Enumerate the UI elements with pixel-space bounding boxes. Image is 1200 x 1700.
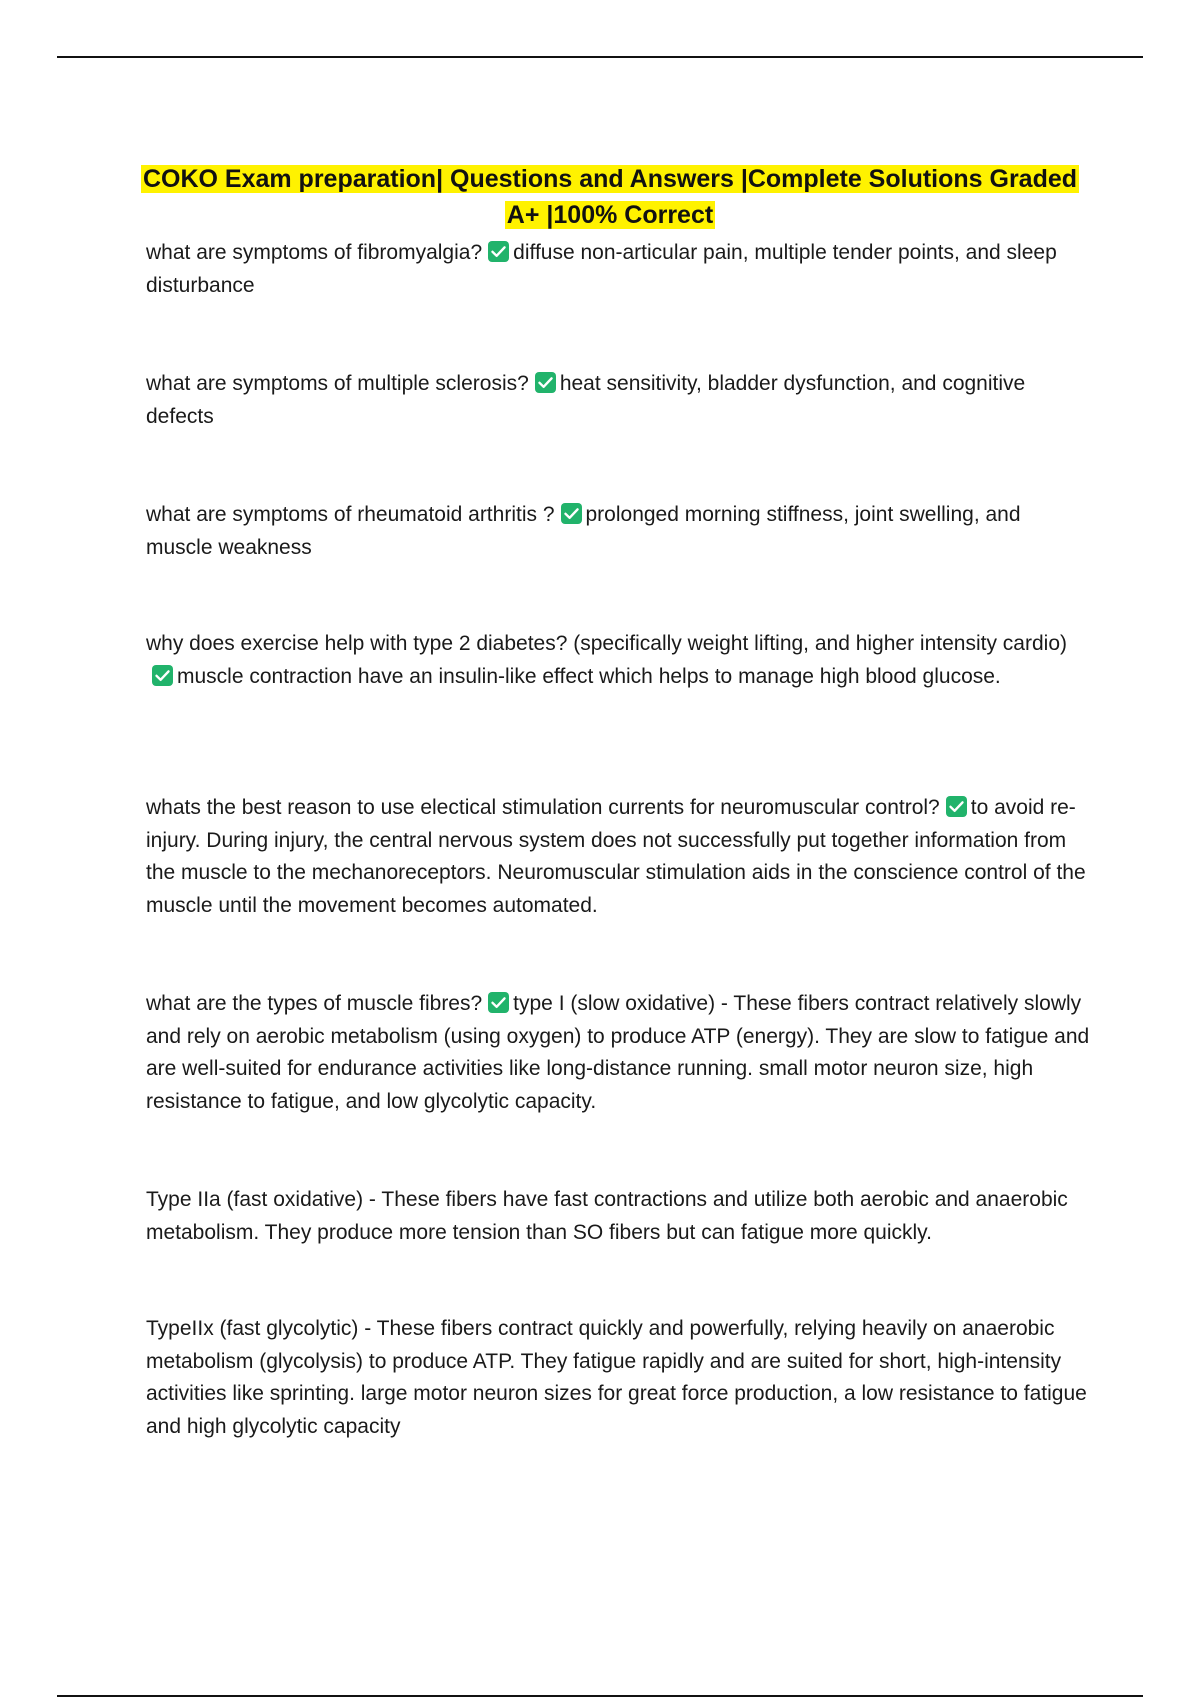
check-mark-icon (946, 796, 967, 817)
qa-entry (146, 499, 1091, 564)
qa-entry (146, 237, 1091, 302)
answer-text: diffuse non-articular pain, multiple tender points, and sleep disturbance (146, 241, 1057, 297)
check-mark-icon (561, 503, 582, 524)
question-text: whats the best reason to use electical stimulation currents for neuromuscular control? (146, 796, 940, 819)
check-mark-icon (488, 241, 509, 262)
qa-entry (146, 368, 1091, 433)
check-mark-icon (488, 992, 509, 1013)
document-title (140, 161, 1080, 233)
answer-text: to avoid re-injury. During injury, the central nervous system does not successfully put together information from the muscle to the mechanoreceptors. Neuromuscular stimulation aids in the conscience control of the muscle until the movement becomes automated. (146, 796, 1086, 917)
answer-text: heat sensitivity, bladder dysfunction, and cognitive defects (146, 372, 1026, 428)
paragraph-type-iia: Type IIa (fast oxidative) - These fibers have fast contractions and utilize both aerobic and anaerobic metabolism. They produce more tension than SO fibers but can fatigue more quickly. (146, 1188, 1068, 1244)
answer-text: prolonged morning stiffness, joint swelling, and muscle weakness (146, 503, 1021, 559)
question-text: what are symptoms of multiple sclerosis? (146, 372, 529, 395)
answer-text: type I (slow oxidative) - These fibers contract relatively slowly and rely on aerobic metabolism (using oxygen) to produce ATP (energy). They are slow to fatigue and are well-suited for endurance activities like long-distance running. small motor neuron size, high resistance to fatigue, and low glycolytic capacity. (146, 992, 1090, 1113)
question-text: what are symptoms of fibromyalgia? (146, 241, 483, 264)
qa-entry (146, 988, 1091, 1118)
paragraph-type-iix: TypeIIx (fast glycolytic) - These fibers contract quickly and powerfully, relying heavily on anaerobic metabolism (glycolysis) to produce ATP. They fatigue rapidly and are suited for short, high-intensity activities like sprinting. large motor neuron sizes for great force production, a low resistance to fatigue and high glycolytic capacity (146, 1317, 1087, 1438)
answer-text: muscle contraction have an insulin-like effect which helps to manage high blood glucose. (177, 664, 1001, 688)
question-text: what are symptoms of rheumatoid arthritis ? (146, 503, 555, 526)
title-highlight: COKO Exam preparation| Questions and Answers |Complete Solutions Graded A+ |100% Correct (142, 164, 1078, 229)
question-text: what are the types of muscle fibres? (146, 992, 483, 1015)
question-text: why does exercise help with type 2 diabetes? (specifically weight lifting, and higher intensity cardio) (146, 632, 1067, 655)
qa-entry (146, 792, 1091, 922)
top-rule (57, 56, 1143, 58)
qa-entry (146, 628, 1091, 693)
bottom-rule (57, 1695, 1143, 1697)
check-mark-icon (152, 665, 173, 686)
check-mark-icon (535, 372, 556, 393)
